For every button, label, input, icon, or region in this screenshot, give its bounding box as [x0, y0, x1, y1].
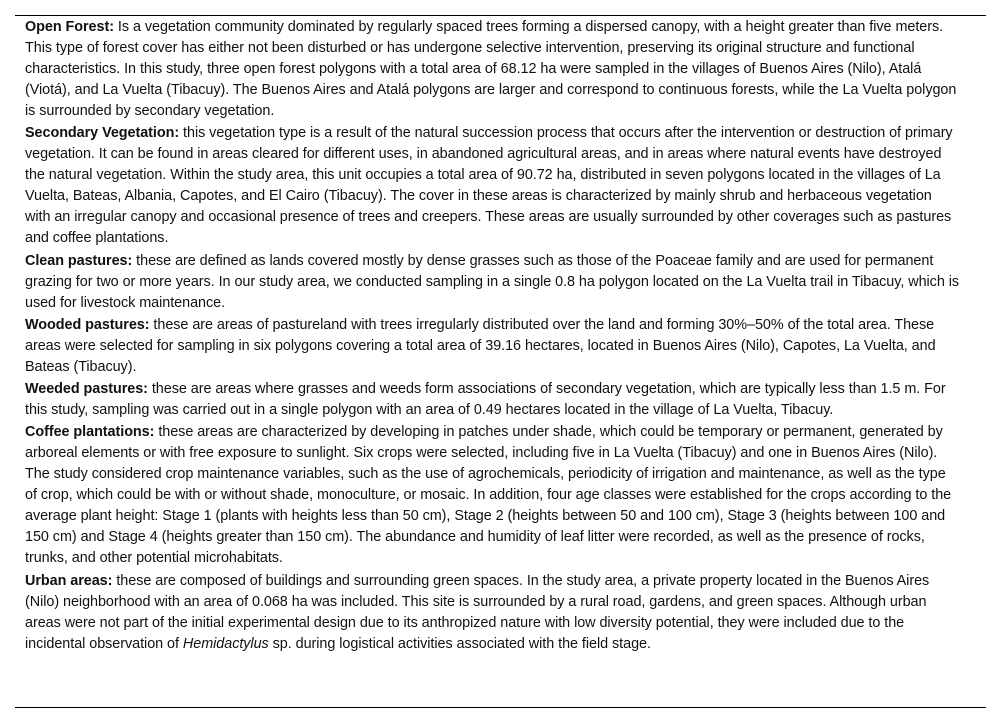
definition-clean-pastures: these are defined as lands covered mostly by dense grasses such as those of the Poaceae family and are used for permanent grazing for two or more years. In our study area, we conducted sampling in a single 0.8 ha polygon located on the La Vuelta trail in Tibacuy, which is used for livestock maintenance. [25, 252, 960, 311]
term-clean-pastures: Clean pastures: [25, 252, 133, 269]
entry-open-forest [25, 17, 960, 122]
definition-secondary-vegetation: this vegetation type is a result of the natural succession process that occurs after the intervention or destruction of primary vegetation. It can be found in areas cleared for different uses, in abandoned agricultural areas, and in areas where natural events have destroyed the natural vegetation. Within the study area, this unit occupies a total area of 90.72 ha, distributed in seven polygons located in the villages of La Vuelta, Bateas, Albania, Capotes, and El Cairo (Tibacuy). The cover in these areas is characterized by mainly shrub and herbaceous vegetation with an irregular canopy and occasional presence of trees and creepers. These areas are usually surrounded by other coverages such as pastures and coffee plantations. [25, 125, 953, 247]
definition-weeded-pastures: these are areas where grasses and weeds form associations of secondary vegetation, which are typically less than 1.5 m. For this study, sampling was carried out in a single polygon with an area of 0.49 hectares located in the village of La Vuelta, Tibacuy. [25, 381, 946, 419]
entry-secondary-vegetation [25, 123, 960, 249]
definition-open-forest: Is a vegetation community dominated by regularly spaced trees forming a dispersed canopy, with a height greater than five meters. This type of forest cover has either not been disturbed or has undergone selective intervention, preserving its original structure and functional characteristics. In this study, three open forest polygons with a total area of 68.12 ha were sampled in the villages of Buenos Aires (Nilo), Atalá (Viotá), and La Vuelta (Tibacuy). The Buenos Aires and Atalá polygons are larger and correspond to continuous forests, while the La Vuelta polygon is surrounded by secondary vegetation. [25, 19, 957, 119]
definitions-table [25, 17, 960, 656]
entry-clean-pastures [25, 251, 970, 314]
term-weeded-pastures: Weeded pastures: [25, 381, 148, 398]
definition-wooded-pastures: these are areas of pastureland with trees irregularly distributed over the land and forming 30%–50% of the total area. These areas were selected for sampling in six polygons covering a total area of 39.16 hectares, located in Buenos Aires (Nilo), Capotes, La Vuelta, and Bateas (Tibacuy). [25, 316, 936, 375]
definition-urban-areas-end: sp. during logistical activities associated with the field stage. [268, 635, 651, 652]
term-coffee-plantations: Coffee plantations: [25, 424, 155, 441]
term-secondary-vegetation: Secondary Vegetation: [25, 125, 180, 142]
term-wooded-pastures: Wooded pastures: [25, 316, 150, 333]
definition-coffee-plantations: these areas are characterized by developing in patches under shade, which could be temporary or permanent, generated by arboreal elements or with free exposure to sunlight. Six crops were selected, including five in La Vuelta (Tibacuy) and one in Buenos Aires (Nilo). The study considered crop maintenance variables, such as the use of agrochemicals, periodicity of irrigation and maintenance, as well as the type of crop, which could be with or without shade, monoculture, or mosaic. In addition, four age classes were established for the crops according to the average plant height: Stage 1 (plants with heights less than 50 cm), Stage 2 (heights between 50 and 100 cm), Stage 3 (heights between 100 and 150 cm) and Stage 4 (heights greater than 150 cm). The abundance and humidity of leaf litter were recorded, as well as the presence of rocks, trunks, and other potential microhabitats. [25, 424, 952, 567]
bottom-rule [15, 707, 986, 708]
entry-weeded-pastures [25, 379, 960, 421]
term-urban-areas: Urban areas: [25, 572, 113, 589]
species-name: Hemidactylus [182, 635, 269, 652]
entry-urban-areas [25, 571, 960, 655]
top-rule [15, 15, 986, 16]
term-open-forest: Open Forest: [25, 19, 114, 35]
entry-coffee-plantations [25, 422, 960, 569]
entry-wooded-pastures [25, 315, 960, 378]
definition-urban-areas: these are composed of buildings and surrounding green spaces. In the study area, a private property located in the Buenos Aires (Nilo) neighborhood with an area of 0.068 ha was included. This site is surrounded by a rural road, gardens, and green spaces. Although urban areas were not part of the initial experimental design due to its anthropized nature with low diversity potential, they were included due to the incidental observation of [25, 572, 930, 652]
